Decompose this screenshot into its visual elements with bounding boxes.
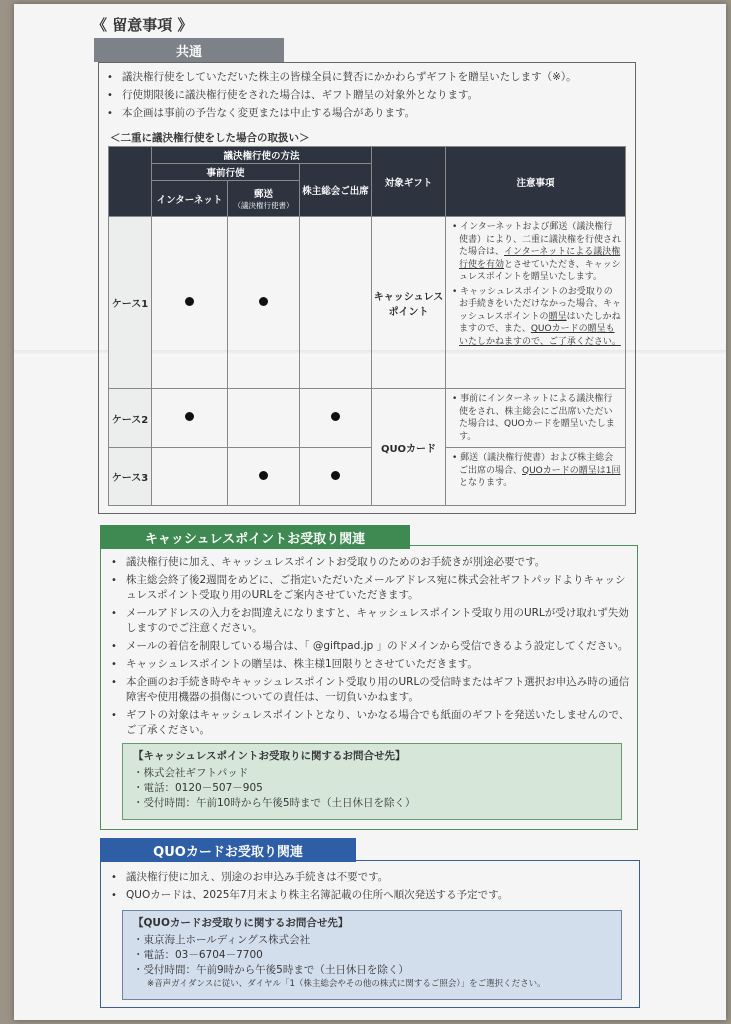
filled-dot-icon [259, 471, 268, 480]
cell-internet [152, 389, 228, 448]
filled-dot-icon [259, 297, 268, 306]
cashless-bullet: • キャッシュレスポイントの贈呈は、株主様1回限りとさせていただきます。 [104, 657, 632, 672]
cell-gift: QUOカード [372, 389, 446, 506]
cell-notes [446, 448, 626, 506]
cashless-section-title: キャッシュレスポイントお受取り関連 [144, 531, 366, 547]
note-item: • キャッシュレスポイントのお受取りのお手続きをいただけなかった場合、キャッシュレスポイントの贈呈はいたしかねますので、また、QUOカードの贈呈もいたしかねますので、ご了承ください。 [452, 286, 622, 347]
cashless-bullet: • ギフトの対象はキャッシュレスポイントとなり、いかなる場合でも紙面のギフトを発送いたしませんので、ご了承ください。 [104, 708, 632, 738]
table-row-case3 [109, 448, 626, 506]
cell-meeting [300, 448, 372, 506]
quo-section-tab [100, 838, 356, 862]
contact-company: ・株式会社ギフトパッド [133, 767, 249, 779]
note-text: インターネットおよび郵送（議決権行使書）により、二重に議決権を行使された場合は、 [459, 222, 622, 257]
cashless-bullet: • メールの着信を制限している場合は、「 @giftpad.jp 」のドメインから受信できるよう設定してください。 [104, 639, 632, 654]
cell-internet [152, 448, 228, 506]
note-item: • 郵送（議決権行使書）および株主総会ご出席の場合、QUOカードの贈呈は1回となります。 [452, 453, 621, 488]
contact-hours: ・受付時間：午前9時から午後5時まで（土日休日を除く） [133, 964, 409, 976]
note-text: 事前にインターネットによる議決権行使をされ、株主総会にご出席いただいた場合は、QUOカードを贈呈いたします。 [459, 394, 615, 442]
cell-mail [228, 448, 300, 506]
cell-notes [446, 217, 626, 389]
contact-title: 【キャッシュレスポイントお受取りに関するお問合せ先】 [133, 750, 406, 762]
cell-notes [446, 389, 626, 448]
cashless-bullet: • 本企画のお手続き時やキャッシュレスポイント受取り用のURLの受信時またはギフト選択お申込み時の通信障害や使用機器の損傷についての責任は、一切負いかねます。 [104, 675, 632, 705]
case-label: ケース1 [109, 217, 152, 389]
contact-phone: ・電話：03－6704－7700 [133, 949, 263, 961]
note-text: キャッシュレスポイントのお受取りのお手続きをいただけなかった場合、キャッシュレスポイントの [459, 286, 622, 322]
contact-note: ※音声ガイダンスに従い、ダイヤル「1（株主総会やその他の株式に関するご照会）」をご選択ください。 [147, 979, 546, 989]
header-internet: インターネット [152, 181, 228, 217]
common-bullet: • 行使期限後に議決権行使をされた場合は、ギフト贈呈の対象外となります。 [100, 88, 630, 103]
case-label: ケース2 [109, 389, 152, 448]
common-section-tab [94, 38, 284, 62]
quo-bullet: • QUOカードは、2025年7月末より株主名簿記載の住所へ順次発送する予定です。 [104, 888, 634, 903]
cashless-bullet: • 議決権行使に加え、キャッシュレスポイントお受取りのためのお手続きが別途必要です。 [104, 555, 632, 570]
cell-mail [228, 389, 300, 448]
common-bullet: • 議決権行使をしていただいた株主の皆様全員に賛否にかかわらずギフトを贈呈いたします（※）。 [100, 70, 630, 85]
header-mail-sub: （議決権行使書） [233, 201, 294, 210]
cashless-bullet-list [104, 555, 632, 741]
note-text: 郵送（議決権行使書）および株主総会ご出席の場合、 [459, 453, 614, 476]
cashless-bullet: • 株主総会終了後2週間をめどに、ご指定いただいたメールアドレス宛に株式会社ギフトパッドよりキャッシュレスポイント受取り用のURLをご案内させていただきます。 [104, 573, 632, 603]
double-voting-table [108, 146, 626, 506]
note-underlined: インターネットによる議決権行使を有効 [459, 247, 621, 270]
common-bullet-list [100, 70, 630, 124]
cashless-contact-box [122, 743, 622, 820]
filled-dot-icon [185, 297, 194, 306]
table-row-case1 [109, 217, 626, 389]
contact-company: ・東京海上ホールディングス株式会社 [133, 934, 311, 946]
filled-dot-icon [331, 471, 340, 480]
quo-bullet-list [104, 870, 634, 906]
case-label: ケース3 [109, 448, 152, 506]
header-mail [228, 181, 300, 217]
table-caption: ＜二重に議決権行使をした場合の取扱い＞ [110, 132, 310, 144]
header-advance: 事前行使 [152, 164, 300, 181]
corner-header [109, 147, 152, 217]
table-row-case2 [109, 389, 626, 448]
header-mail-label: 郵送 [253, 189, 273, 200]
cell-meeting [300, 389, 372, 448]
note-underlined: 贈呈 [548, 311, 567, 322]
cashless-bullet: • メールアドレスの入力をお間違えになりますと、キャッシュレスポイント受取り用のURLが受け取れず失効しますのでご注意ください。 [104, 606, 632, 636]
header-gift: 対象ギフト [372, 147, 446, 217]
quo-contact-box [122, 910, 622, 1000]
header-notes: 注意事項 [446, 147, 626, 217]
filled-dot-icon [185, 412, 194, 421]
common-bullet: • 本企画は事前の予告なく変更または中止する場合があります。 [100, 106, 630, 121]
note-underlined: QUOカードの贈呈は1回 [522, 465, 621, 476]
note-text: はいたしかねますので、また、 [459, 311, 621, 334]
common-section-title: 共通 [175, 44, 202, 60]
filled-dot-icon [331, 412, 340, 421]
cell-internet [152, 217, 228, 389]
note-underlined: QUOカードの贈呈もいたしかねますので、ご了承ください。 [459, 324, 621, 347]
cell-meeting [300, 217, 372, 389]
quo-section-title: QUOカードお受取り関連 [153, 844, 303, 860]
note-item: • インターネットおよび郵送（議決権行使書）により、二重に議決権を行使された場合は、インターネットによる議決権行使を有効とさせていただき、キャッシュレスポイントを贈呈いたします。 [452, 222, 622, 282]
header-method: 議決権行使の方法 [152, 147, 372, 164]
page-heading: 《 留意事項 》 [92, 16, 193, 34]
note-item: • 事前にインターネットによる議決権行使をされ、株主総会にご出席いただいた場合は、QUOカードを贈呈いたします。 [452, 394, 615, 442]
quo-bullet: • 議決権行使に加え、別途のお申込み手続きは不要です。 [104, 870, 634, 885]
header-meeting: 株主総会ご出席 [300, 164, 372, 217]
contact-hours: ・受付時間：午前10時から午後5時まで（土日休日を除く） [133, 797, 416, 809]
cashless-section-tab [100, 525, 410, 549]
note-text: となります。 [459, 478, 513, 488]
cell-mail [228, 217, 300, 389]
contact-phone: ・電話：0120－507－905 [133, 782, 263, 794]
cell-gift: キャッシュレスポイント [372, 217, 446, 389]
note-text: とさせていただき、キャッシュレスポイントを贈呈いたします。 [459, 259, 621, 282]
contact-title: 【QUOカードお受取りに関するお問合せ先】 [133, 917, 349, 929]
